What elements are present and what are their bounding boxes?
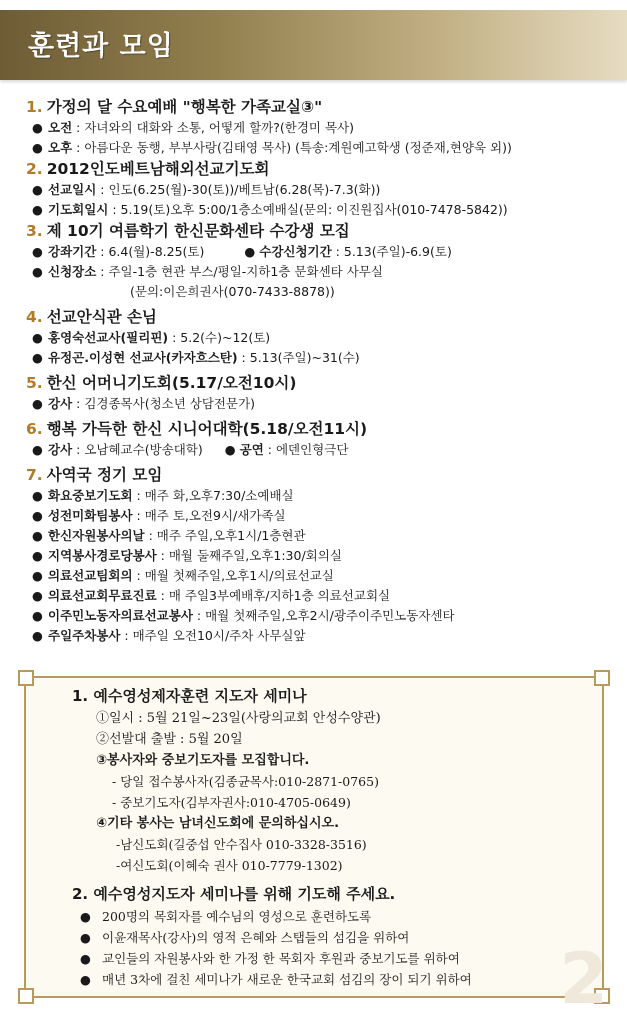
corner-ornament: [18, 988, 34, 1004]
section-title: 7. 사역국 정기 모임: [26, 466, 163, 484]
section-title: 1. 가정의 달 수요예배 "행복한 가족교실③": [26, 98, 323, 116]
list-item: ● 의료선교회무료진료 : 매 주일3부예배후/지하1층 의료선교회실: [32, 588, 391, 603]
seminar-line: ②선발대 출발 : 5월 20일: [96, 732, 243, 747]
list-item: ● 화요중보기도회 : 매주 화,오후7:30/소예배실: [32, 488, 294, 503]
list-item: ● 선교일시 : 인도(6.25(월)-30(토))/베트남(6.28(목)-7.3(화)): [32, 182, 381, 197]
seminar-subline: - 당일 접수봉사자(김종균목사:010-2871-0765): [112, 774, 379, 789]
seminar-line: ①일시 : 5월 21일~23일(사랑의교회 안성수양관): [96, 711, 381, 726]
section-6: [26, 418, 616, 460]
announcement-list: [26, 96, 616, 646]
page-number: 2: [559, 938, 608, 1020]
seminar-subline: -여신도회(이혜숙 권사 010-7779-1302): [116, 858, 343, 873]
list-item: ● 신청장소 : 주일-1층 현관 부스/평일-지하1층 문화센타 사무실: [32, 264, 383, 279]
list-item: ● 성전미화팀봉사 : 매주 토,오전9시/새가족실: [32, 508, 286, 523]
section-title: 3. 제 10기 여름학기 한신문화센타 수강생 모집: [26, 222, 350, 240]
seminar-subline: - 중보기도자(김부자권사:010-4705-0649): [112, 795, 351, 810]
list-item: ● 기도회일시 : 5.19(토)오후 5:00/1층소예배실(문의: 이진원집사(010-7478-5842)): [32, 202, 508, 217]
page-title: 훈련과 모임: [28, 31, 174, 62]
prayer-title: 2. 예수영성지도자 세미나를 위해 기도해 주세요.: [72, 885, 396, 903]
section-3: [26, 220, 616, 302]
section-7: [26, 464, 616, 646]
list-item: ● 홍영숙선교사(필리핀) : 5.2(수)~12(토): [32, 330, 271, 345]
seminar-line: ③봉사자와 중보기도자를 모집합니다.: [96, 753, 310, 768]
section-2: [26, 158, 616, 220]
list-item: ● 한신자원봉사의날 : 매주 주일,오후1시/1층현관: [32, 528, 306, 543]
prayer-item: ● 교인들의 자원봉사와 한 가정 한 목회자 후원과 중보기도를 위하여: [80, 951, 460, 966]
section-4: [26, 306, 616, 368]
section-title: 4. 선교안식관 손님: [26, 308, 157, 326]
list-item: ● 강사 : 오남혜교수(방송대학) ● 공연 : 에덴인형극단: [32, 442, 349, 457]
list-item: ● 의료선교팀회의 : 매월 첫째주일,오후1시/의료선교실: [32, 568, 334, 583]
corner-ornament: [18, 670, 34, 686]
list-item: ● 주일주차봉사 : 매주일 오전10시/주차 사무실앞: [32, 628, 306, 643]
section-1: [26, 96, 616, 158]
list-item: ● 강좌기간 : 6.4(월)-8.25(토) ● 수강신청기간 : 5.13(주일)-6.9(토): [32, 244, 452, 259]
section-title: 2. 2012인도베트남해외선교기도회: [26, 160, 270, 178]
prayer-item: ● 200명의 목회자를 예수님의 영성으로 훈련하도록: [80, 909, 372, 924]
contact-info: (문의:이은희권사(070-7433-8878)): [130, 284, 335, 299]
prayer-item: ● 이윤재목사(강사)의 영적 은혜와 스탭들의 섬김을 위하여: [80, 930, 410, 945]
seminar-line: ④기타 봉사는 남녀신도회에 문의하십시오.: [96, 816, 340, 831]
corner-ornament: [594, 670, 610, 686]
list-item: ● 유정곤.이성현 선교사(카자흐스탄) : 5.13(주일)~31(수): [32, 350, 360, 365]
list-item: ● 오후 : 아름다운 동행, 부부사랑(김태영 목사) (특송:계원예고학생 (정준재,현양욱 외)): [32, 140, 512, 155]
seminar-content: [72, 684, 592, 990]
section-header: [0, 10, 627, 80]
prayer-item: ● 매년 3차에 걸친 세미나가 새로운 한국교회 섬김의 장이 되기 위하여: [80, 972, 472, 987]
list-item: ● 이주민노동자의료선교봉사 : 매월 첫째주일,오후2시/광주이주민노동자센타: [32, 608, 455, 623]
seminar-box: [24, 676, 608, 1020]
seminar-subline: -남신도회(길중섭 안수집사 010-3328-3516): [116, 837, 367, 852]
list-item: ● 지역봉사경로당봉사 : 매월 둘째주일,오후1:30/회의실: [32, 548, 342, 563]
section-title: 6. 행복 가득한 한신 시니어대학(5.18/오전11시): [26, 420, 368, 438]
section-5: [26, 372, 616, 414]
list-item: ● 오전 : 자녀와의 대화와 소통, 어떻게 할까?(한경미 목사): [32, 120, 354, 135]
seminar-title: 1. 예수영성제자훈련 지도자 세미나: [72, 687, 307, 705]
section-title: 5. 한신 어머니기도회(5.17/오전10시): [26, 374, 297, 392]
list-item: ● 강사 : 김경종목사(청소년 상담전문가): [32, 396, 256, 411]
